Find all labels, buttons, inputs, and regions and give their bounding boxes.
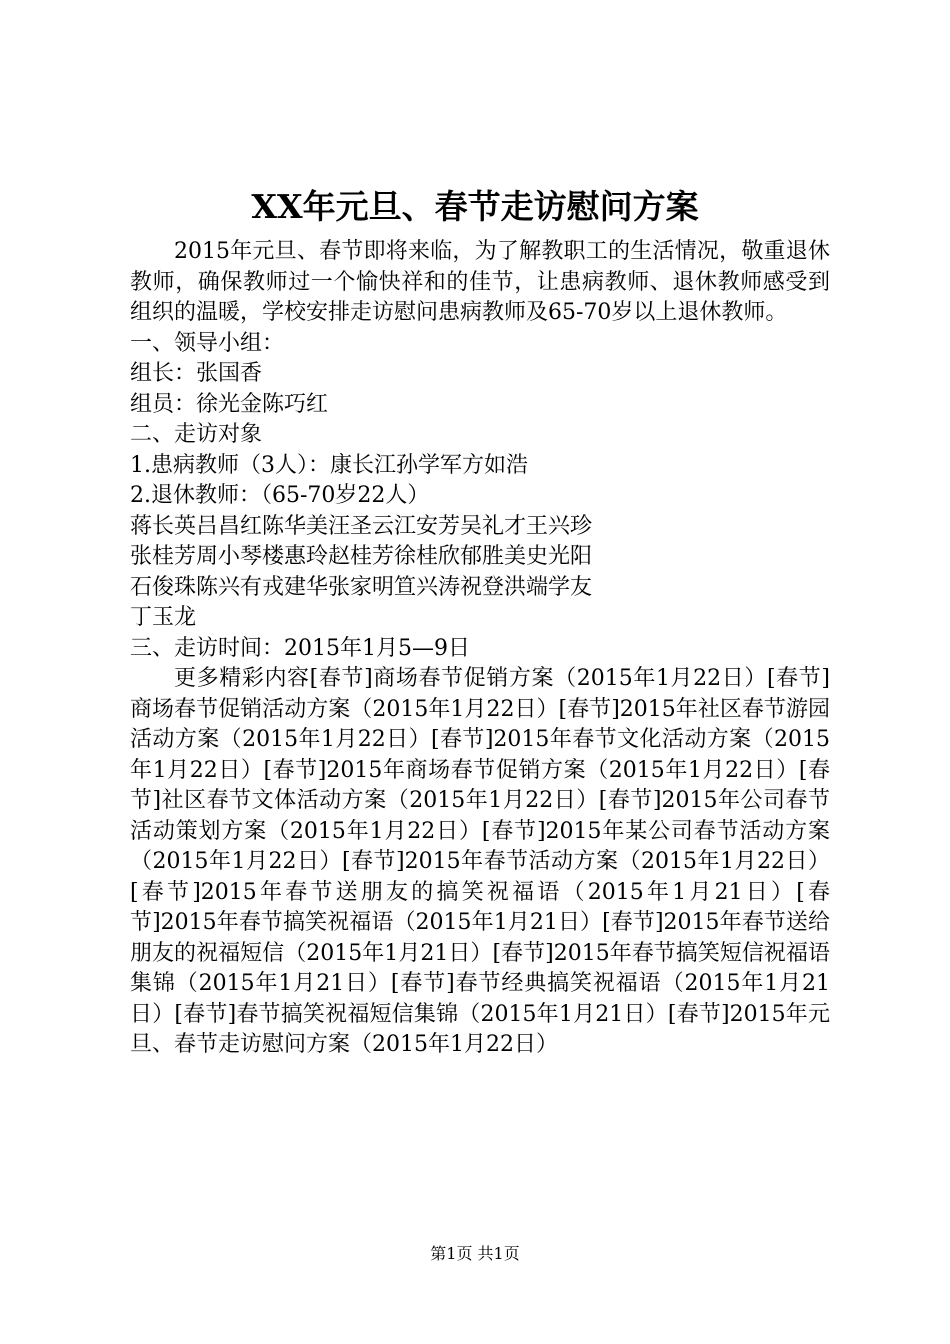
- section-heading-visit-targets: 二、走访对象: [130, 422, 263, 447]
- section-heading-leadership: 一、领导小组：: [130, 330, 285, 356]
- members-line: 组员：徐光金陈巧红: [130, 391, 329, 417]
- names-line: 张桂芳周小琴楼惠玲赵桂芳徐桂欣郁胜美史光阳: [130, 544, 593, 569]
- document-body: [130, 237, 830, 1061]
- document-title: XX年元旦、春节走访慰问方案: [251, 187, 699, 226]
- names-line: 蒋长英吕昌红陈华美汪圣云江安芳吴礼才王兴珍: [130, 513, 593, 539]
- target-item-retired-teachers: 2.退休教师：（65-70岁22人）: [130, 483, 430, 508]
- page-footer: 第1页 共1页: [430, 1244, 520, 1263]
- leader-line: 组长：张国香: [130, 361, 263, 386]
- names-line: 石俊珠陈兴有戎建华张家明笪兴涛祝登洪端学友: [130, 574, 593, 600]
- target-item-sick-teachers: 1.患病教师（3人）：康长江孙学军方如浩: [130, 452, 528, 478]
- names-line: 丁玉龙: [130, 605, 197, 630]
- section-heading-visit-time: 三、走访时间：2015年1月5—9日: [130, 635, 470, 661]
- intro-paragraph: 2015年元旦、春节即将来临，为了解教职工的生活情况，敬重退休教师，确保教师过一个愉快祥和的佳节，让患病教师、退休教师感受到组织的温暖，学校安排走访慰问患病教师及65-70岁以上退休教师。: [130, 239, 830, 325]
- more-content-paragraph: 更多精彩内容[春节]商场春节促销方案（2015年1月22日）[春节]商场春节促销活动方案（2015年1月22日）[春节]2015年社区春节游园活动方案（2015年1月22日）[春节]2015年春节文化活动方案（2015年1月22日）[春节]2015年商场春节促销方案（2015年1月22日）[春节]社区春节文体活动方案（2015年1月22日）[春节]2015年公司春节活动策划方案（2015年1月22日）[春节]2015年某公司春节活动方案（2015年1月22日）[春节]2015年春节活动方案（2015年1月22日）[春节]2015年春节送朋友的搞笑祝福语（2015年1月21日）[春节]2015年春节搞笑祝福语（2015年1月21日）[春节]2015年春节送给朋友的祝福短信（2015年1月21日）[春节]2015年春节搞笑短信祝福语集锦（2015年1月21日）[春节]春节经典搞笑祝福语（2015年1月21日）[春节]春节搞笑祝福短信集锦（2015年1月21日）[春节]2015年元旦、春节走访慰问方案（2015年1月22日）: [130, 666, 830, 1057]
